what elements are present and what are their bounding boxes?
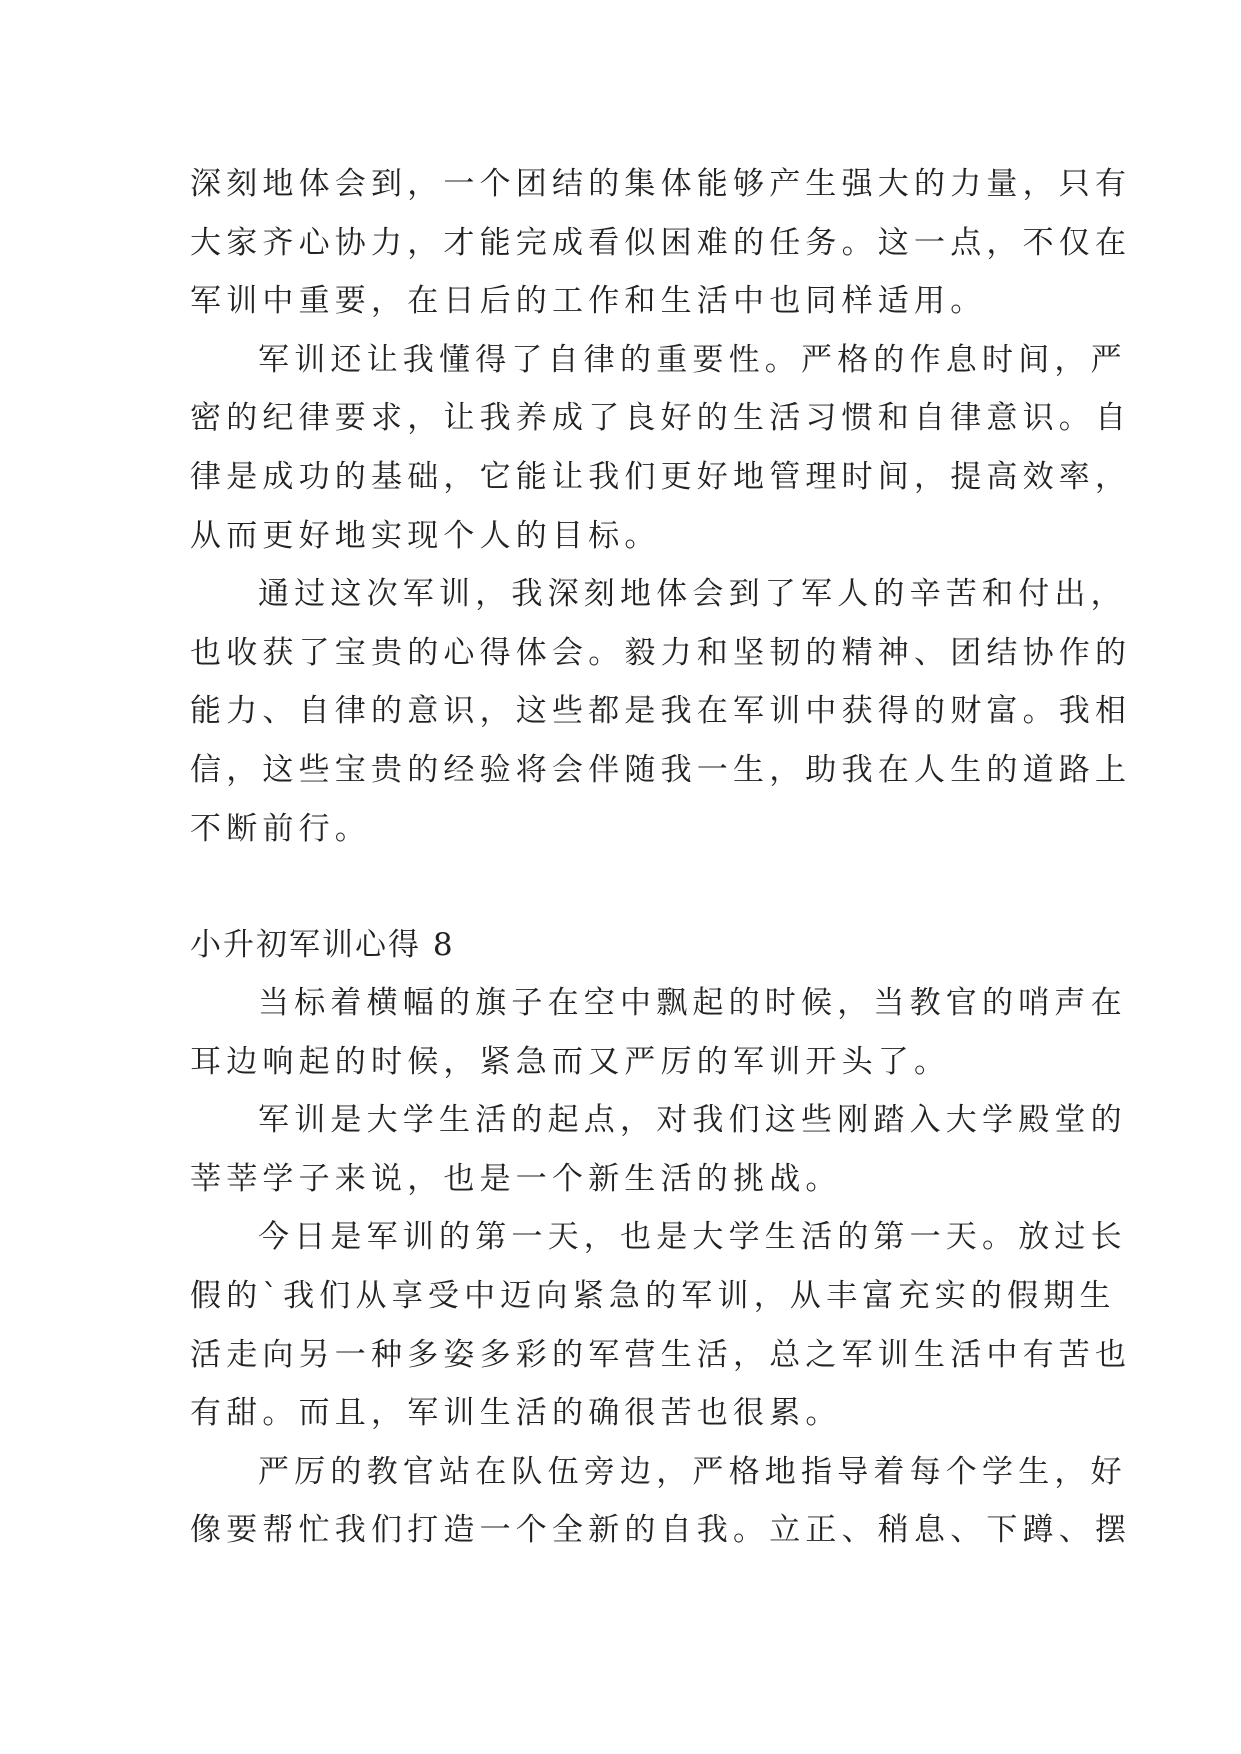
text-line: 深刻地体会到，一个团结的集体能够产生强大的力量，只有 — [190, 166, 1132, 202]
section-heading: 小升初军训心得 8 — [190, 927, 455, 963]
text-line: 从而更好地实现个人的目标。 — [190, 517, 661, 554]
text-line: 也收获了宝贵的心得体会。毅力和坚韧的精神、团结协作的 — [190, 634, 1132, 671]
text-line: 假的`我们从享受中迈向紧急的军训，从丰富充实的假期生 — [190, 1277, 1116, 1314]
text-line: 不断前行。 — [190, 810, 371, 847]
text-line: 严厉的教官站在队伍旁边，严格地指导着每个学生，好 — [258, 1453, 1127, 1490]
text-line: 信，这些宝贵的经验将会伴随我一生，助我在人生的道路上 — [190, 751, 1132, 788]
body-text-block-2 — [190, 974, 1132, 1560]
body-text-block-1 — [190, 155, 1132, 858]
text-line: 律是成功的基础，它能让我们更好地管理时间，提高效率， — [190, 458, 1132, 495]
text-line: 当标着横幅的旗子在空中飘起的时候，当教官的哨声在 — [258, 985, 1127, 1021]
text-line: 活走向另一种多姿多彩的军营生活，总之军训生活中有苦也 — [190, 1336, 1132, 1373]
text-line: 密的纪律要求，让我养成了良好的生活习惯和自律意识。自 — [190, 400, 1132, 437]
text-line: 大家齐心协力，才能完成看似困难的任务。这一点，不仅在 — [190, 224, 1132, 261]
text-line: 军训是大学生活的起点，对我们这些刚踏入大学殿堂的 — [258, 1102, 1127, 1139]
text-line: 有甜。而且，军训生活的确很苦也很累。 — [190, 1395, 842, 1432]
text-line: 今日是军训的第一天，也是大学生活的第一天。放过长 — [258, 1219, 1127, 1256]
text-line: 军训中重要，在日后的工作和生活中也同样适用。 — [190, 283, 987, 320]
text-line: 耳边响起的时候，紧急而又严厉的军训开头了。 — [190, 1043, 951, 1080]
text-line: 像要帮忙我们打造一个全新的自我。立正、稍息、下蹲、摆 — [190, 1512, 1132, 1549]
text-line: 军训还让我懂得了自律的重要性。严格的作息时间，严 — [258, 341, 1127, 378]
text-line: 能力、自律的意识，这些都是我在军训中获得的财富。我相 — [190, 693, 1132, 730]
text-line: 莘莘学子来说，也是一个新生活的挑战。 — [190, 1160, 842, 1197]
text-line: 通过这次军训，我深刻地体会到了军人的辛苦和付出， — [258, 576, 1127, 613]
